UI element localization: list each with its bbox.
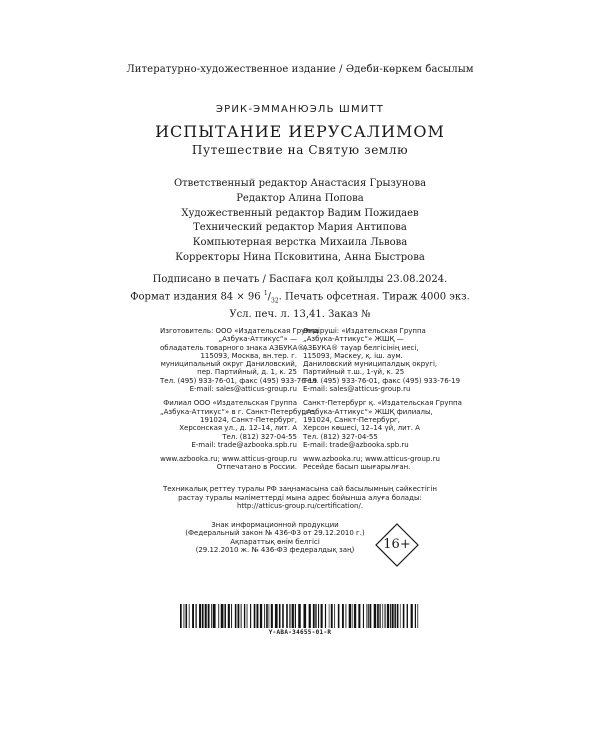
- book-title: ИСПЫТАНИЕ ИЕРУСАЛИМОМ: [155, 122, 445, 141]
- staff-line: Ответственный редактор Анастасия Грызунова: [173, 178, 427, 189]
- barcode-icon: [180, 604, 420, 628]
- note-line: http://atticus-group.ru/certification/.: [236, 502, 364, 510]
- publisher-line: 115093, Мәскеу, қ. іш. аум.: [303, 351, 403, 360]
- staff-line: Редактор Алина Попова: [236, 192, 364, 204]
- publisher-line: Өндіруші: «Издательская Группа: [303, 327, 426, 335]
- note-line: растау туралы мәліметтерді мына адрес бойынша алуға болады:: [178, 493, 422, 502]
- note-line: Техникалық реттеу туралы РФ заңнамасына сай басылымның сәйкестігін: [162, 485, 438, 493]
- publisher-line: Ресейде басып шығарылған.: [303, 463, 411, 472]
- format-suffix: . Печать офсетная. Тираж 4000 экз.: [278, 291, 470, 303]
- technical-regulation-note: [0, 485, 600, 511]
- publisher-line: Тел. (812) 327-04-55: [303, 432, 378, 441]
- publisher-line: Изготовитель: ООО «Издательская Группа: [160, 327, 319, 335]
- age-rating-badge: [375, 523, 419, 567]
- barcode: [180, 604, 420, 628]
- publisher-line: муниципальный округ Даниловский,: [160, 360, 297, 369]
- publisher-line: „Азбука-Аттикус“» ЖШҚ филиалы,: [303, 407, 433, 416]
- publisher-line: „Азбука-Аттикус“» —: [218, 335, 297, 344]
- format-fraction-den: 32: [271, 297, 279, 305]
- publisher-info-ru: [160, 327, 319, 472]
- publisher-info-kz: [303, 327, 462, 472]
- publisher-line: E-mail: trade@azbooka.spb.ru: [303, 440, 409, 449]
- staff-line: Компьютерная верстка Михаила Львова: [192, 237, 408, 249]
- publisher-line: „Азбука-Аттикус“» ЖШҚ —: [303, 335, 404, 344]
- publisher-line: „Азбука-Аттикус“» в г. Санкт-Петербурге,: [160, 407, 317, 416]
- barcode-label: Y-ABA-34655-01-R: [268, 629, 332, 636]
- staff-line: Корректоры Нина Псковитина, Анна Быстрова: [175, 251, 425, 263]
- format-line: [0, 287, 600, 308]
- sign-line: Знак информационной продукции: [211, 521, 339, 529]
- sign-line: Ақпараттық өнім белгісі: [230, 537, 320, 546]
- sign-line: (Федеральный закон № 436-ФЗ от 29.12.2010 г.): [185, 529, 365, 538]
- sign-line: (29.12.2010 ж. № 436-ФЗ федералдық заң): [195, 545, 355, 554]
- format-fraction-sep: /: [267, 291, 272, 303]
- publisher-line: www.azbooka.ru; www.atticus-group.ru: [160, 455, 297, 464]
- publisher-line: www.azbooka.ru; www.atticus-group.ru: [303, 455, 440, 464]
- publisher-line: пер. Партийный, д. 1, к. 25: [197, 368, 297, 377]
- publisher-line: Херсон көшесі, 12–14 үй, лит. А: [303, 424, 420, 433]
- publisher-line: 115093, Москва, вн.тер. г.: [200, 351, 297, 360]
- publisher-line: 191024, Санкт-Петербург,: [200, 415, 297, 424]
- publisher-line: Отпечатано в России.: [216, 463, 297, 472]
- publisher-line: 191024, Санкт-Петербург,: [303, 415, 400, 424]
- editorial-staff: [0, 177, 600, 266]
- format-fraction-num: 1: [263, 290, 268, 297]
- publisher-line: Филиал ООО «Издательская Группа: [163, 399, 297, 408]
- signed-date: Подписано в печать / Баспаға қол қойылды 23.08.2024.: [152, 274, 448, 285]
- publisher-line: Херсонская ул., д. 12–14, лит. А: [179, 424, 297, 433]
- author-name: ЭРИК-ЭММАНЮЭЛЬ ШМИТТ: [215, 104, 385, 115]
- publisher-line: Даниловский муниципалдық округі,: [303, 360, 438, 369]
- publisher-line: Партийный т.ш., 1-үй, к. 25: [303, 368, 405, 377]
- publisher-line: E-mail: sales@atticus-group.ru: [303, 385, 411, 394]
- staff-line: Художественный редактор Вадим Пожидаев: [181, 207, 419, 219]
- publisher-line: E-mail: trade@azbooka.spb.ru: [191, 440, 297, 449]
- publisher-line: Тел. (495) 933-76-01, факс (495) 933-76-19: [303, 376, 461, 385]
- age-rating-text: 16+: [383, 537, 411, 552]
- edition-type: Литературно-художественное издание / Әдеби-көркем басылым: [126, 64, 474, 75]
- publisher-line: обладатель товарного знака АЗБУКА®,: [160, 343, 307, 352]
- publisher-line: Тел. (495) 933-76-01, факс (495) 933-76-19: [160, 376, 318, 385]
- print-details: [0, 273, 600, 322]
- publisher-line: АЗБУКА® тауар белгісінің иесі,: [303, 343, 419, 352]
- publisher-line: Санкт-Петербург қ. «Издательская Группа: [303, 399, 462, 408]
- publisher-line: Тел. (812) 327-04-55: [222, 432, 297, 441]
- information-product-sign: [180, 521, 370, 554]
- book-subtitle: Путешествие на Святую землю: [191, 143, 409, 157]
- staff-line: Технический редактор Мария Антипова: [193, 222, 407, 234]
- sheets-order: Усл. печ. л. 13,41. Заказ №: [229, 309, 371, 321]
- format-prefix: Формат издания 84 × 96: [130, 291, 264, 303]
- publisher-line: E-mail: sales@atticus-group.ru: [189, 385, 297, 394]
